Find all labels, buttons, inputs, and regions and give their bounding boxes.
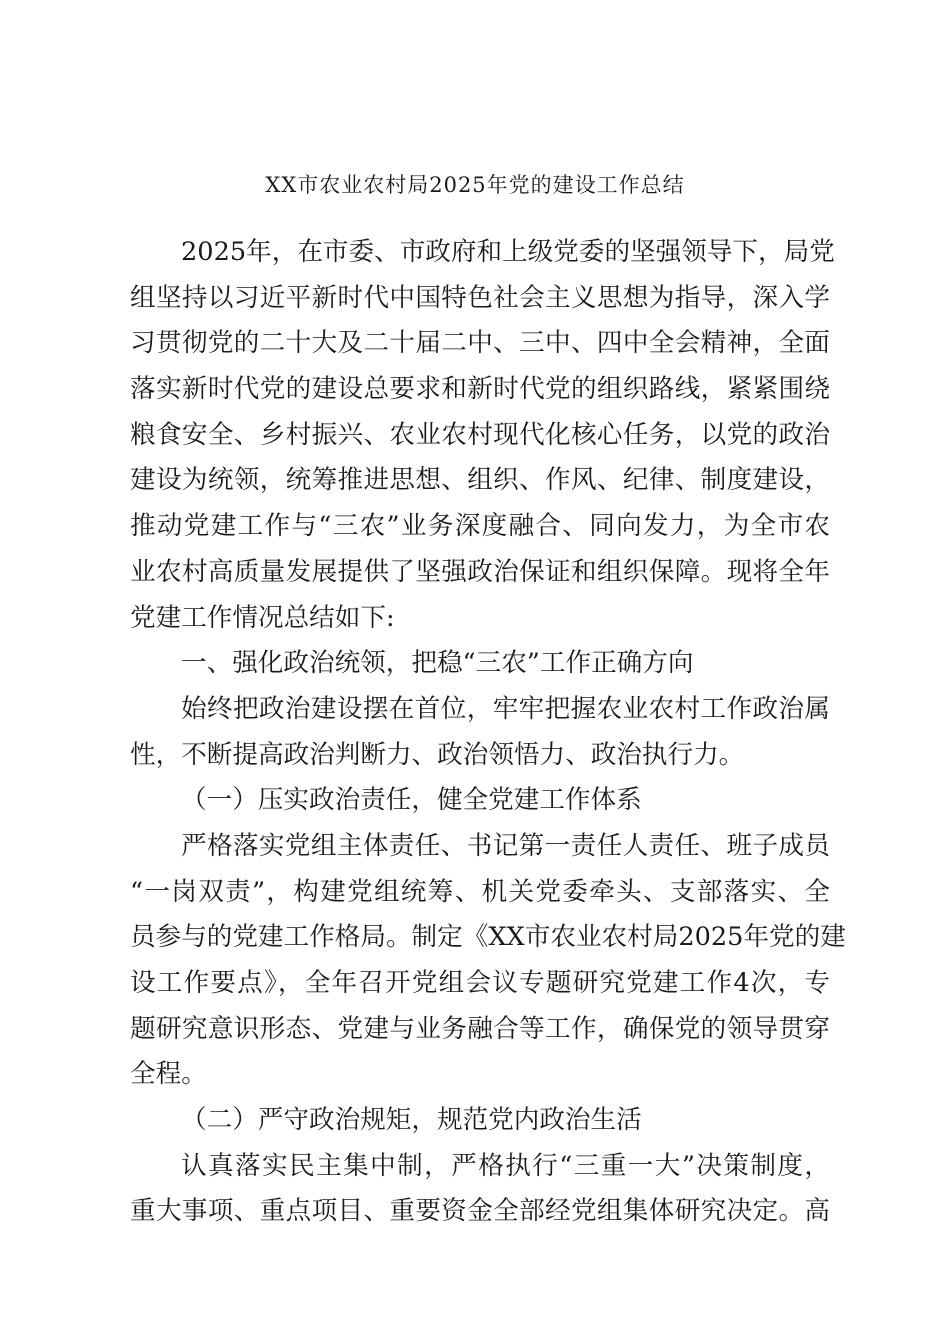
- paragraph-line: “一岗双责”，构建党组统筹、机关党委牵头、支部落实、全: [130, 876, 830, 907]
- paragraph-line: 始终把政治建设摆在首位，牢牢把握农业农村工作政治属: [181, 693, 830, 724]
- paragraph-line: 员参与的党建工作格局。制定《XX市农业农村局2025年党的建: [130, 922, 846, 953]
- paragraph-line: 设工作要点》，全年召开党组会议专题研究党建工作4次，专: [130, 968, 830, 998]
- subsection-heading: （一）压实政治责任，健全党建工作体系: [181, 785, 642, 816]
- paragraph-line: 严格落实党组主体责任、书记第一责任人责任、班子成员: [181, 830, 830, 861]
- paragraph-line: 认真落实民主集中制，严格执行“三重一大”决策制度，: [181, 1150, 830, 1181]
- subsection-heading: （二）严守政治规矩，规范党内政治生活: [181, 1105, 642, 1136]
- paragraph-line: 重大事项、重点项目、重要资金全部经党组集体研究决定。高: [130, 1196, 830, 1227]
- paragraph-line: 党建工作情况总结如下:: [130, 602, 395, 633]
- paragraph-line: 业农村高质量发展提供了坚强政治保证和组织保障。现将全年: [130, 556, 830, 587]
- paragraph-line: 全程。: [130, 1059, 207, 1090]
- paragraph-line: 落实新时代党的建设总要求和新时代党的组织路线，紧紧围绕: [130, 374, 830, 405]
- paragraph-line: 2025年，在市委、市政府和上级党委的坚强领导下，局党: [181, 237, 835, 267]
- paragraph-line: 组坚持以习近平新时代中国特色社会主义思想为指导，深入学: [130, 282, 830, 313]
- document-title: XX市农业农村局2025年党的建设工作总结: [265, 173, 685, 197]
- paragraph-line: 推动党建工作与“三农”业务深度融合、同向发力，为全市农: [130, 511, 830, 542]
- section-heading: 一、强化政治统领，把稳“三农”工作正确方向: [181, 648, 694, 679]
- paragraph-line: 题研究意识形态、党建与业务融合等工作，确保党的领导贯穿: [130, 1013, 830, 1044]
- paragraph-line: 建设为统领，统筹推进思想、组织、作风、纪律、制度建设，: [130, 465, 830, 496]
- paragraph-line: 性，不断提高政治判断力、政治领悟力、政治执行力。: [130, 739, 745, 770]
- document-body: [130, 230, 846, 1235]
- paragraph-line: 习贯彻党的二十大及二十届二中、三中、四中全会精神，全面: [130, 328, 830, 359]
- paragraph-line: 粮食安全、乡村振兴、农业农村现代化核心任务，以党的政治: [130, 419, 830, 450]
